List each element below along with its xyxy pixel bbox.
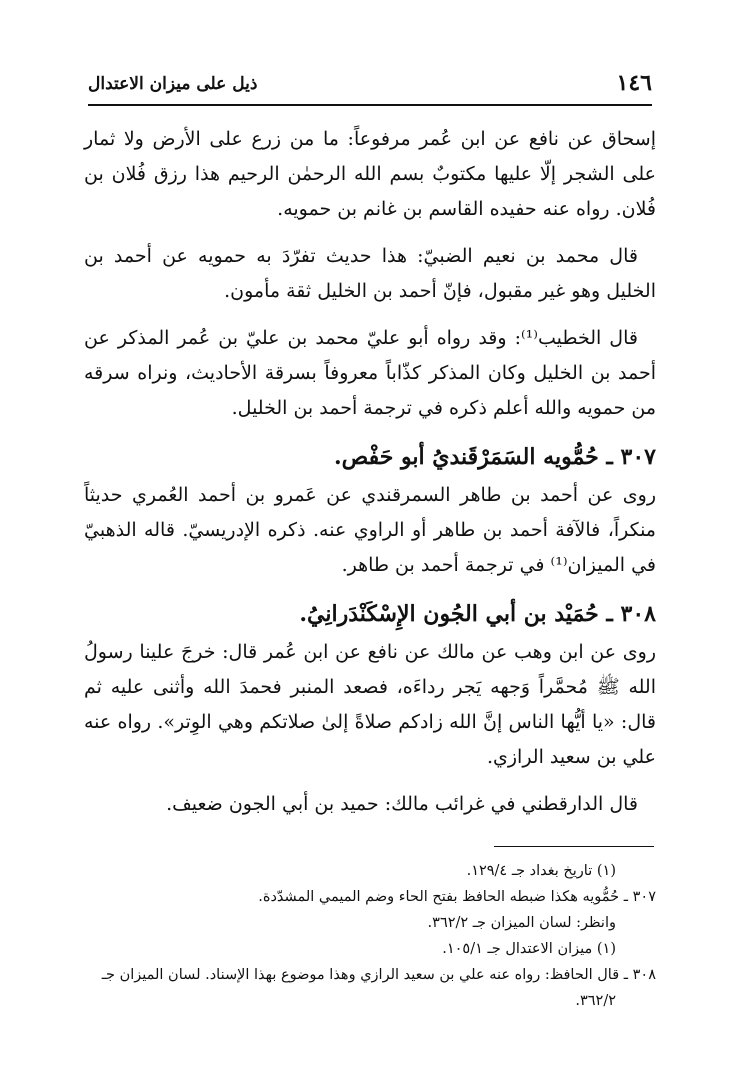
- entry-307-name: حُمُّويه السَمَرْقَنديُ أبو حَفْص.: [334, 444, 599, 470]
- footnote-307-see: وانظر: لسان الميزان جـ ٣٦٢/٢.: [427, 915, 616, 931]
- paragraph-3: قال الخطيب⁽¹⁾: وقد رواه أبو عليّ محمد بن عليّ بن عُمر المذكر عن أحمد بن الخليل وكان المذكر كذّاباً معروفاً بسرقة الأحاديث، ونراه سرقه من حمويه والله أعلم ذكره في ترجمة أحمد بن الخليل.: [84, 327, 656, 419]
- running-title: ذيل على ميزان الاعتدال: [88, 74, 258, 94]
- footnote-1b: (١) ميزان الاعتدال جـ ١٠٥/١.: [442, 941, 616, 957]
- entry-308-name: حُمَيْد بن أبي الجُون الإِسْكَنْدَرانِيُ.: [299, 601, 599, 627]
- header-rule: [88, 104, 652, 106]
- entry-308-text: روى عن ابن وهب عن مالك عن نافع عن ابن عُمر قال: خرجَ علينا رسولُ الله ﷺ مُحمَّراً وَجهه يَجر رداءَه، فصعد المنبر فحمدَ الله وأثنى عليه ثم قال: «يا أيُّها الناس إنَّ الله زادكم صلاةً إلىٰ صلاتكم وهي الوِتر». رواه عنه علي بن سعيد الرازي.: [84, 641, 656, 768]
- entry-307-text: روى عن أحمد بن طاهر السمرقندي عن عَمرو بن أحمد العُمري حديثاً منكراً، فالآفة أحمد بن طاهر أو الراوي عنه. ذكره الإدريسيّ. قاله الذهبيّ في الميزان⁽¹⁾ في ترجمة أحمد بن طاهر.: [84, 484, 656, 576]
- paragraph-2: قال محمد بن نعيم الضبيّ: هذا حديث تفرّدَ به حمويه عن أحمد بن الخليل وهو غير مقبول، فإنّ أحمد بن الخليل ثقة مأمون.: [84, 245, 656, 302]
- footnote-1: (١) تاريخ بغداد جـ ١٢٩/٤.: [466, 863, 616, 879]
- page-header: [88, 70, 652, 106]
- paragraph-1: إسحاق عن نافع عن ابن عُمر مرفوعاً: ما من زرع على الأرض ولا ثمار على الشجر إلّا عليها مكتوبٌ بسم الله الرحمٰن الرحيم هذا رزق فُلان بن فُلان. رواه عنه حفيده القاسم بن غانم بن حمويه.: [84, 128, 656, 220]
- entry-308-number: ٣٠٨: [620, 601, 656, 627]
- entry-307-number: ٣٠٧: [620, 444, 656, 470]
- entry-308-heading: ٣٠٨ ـ حُمَيْد بن أبي الجُون الإِسْكَنْدَرانِيُ.: [299, 601, 656, 627]
- footnotes: [84, 858, 656, 1014]
- footnote-308: ٣٠٨ ـ قال الحافظ: رواه عنه علي بن سعيد الرازي وهذا موضوع بهذا الإسناد. لسان الميزان جـ: [101, 967, 656, 983]
- main-text: [84, 122, 656, 834]
- entry-307-heading: ٣٠٧ ـ حُمُّويه السَمَرْقَنديُ أبو حَفْص.: [334, 444, 656, 470]
- footnote-307: ٣٠٧ ـ حُمُّويه هكذا ضبطه الحافظ بفتح الحاء وضم الميمي المشدّدة.: [258, 889, 656, 905]
- entry-308-text-2: قال الدارقطني في غرائب مالك: حميد بن أبي الجون ضعيف.: [166, 793, 638, 815]
- footnote-308-cont: ٣٦٢/٢.: [575, 993, 616, 1009]
- footnote-rule: [494, 846, 654, 847]
- page-number: ١٤٦: [616, 70, 652, 96]
